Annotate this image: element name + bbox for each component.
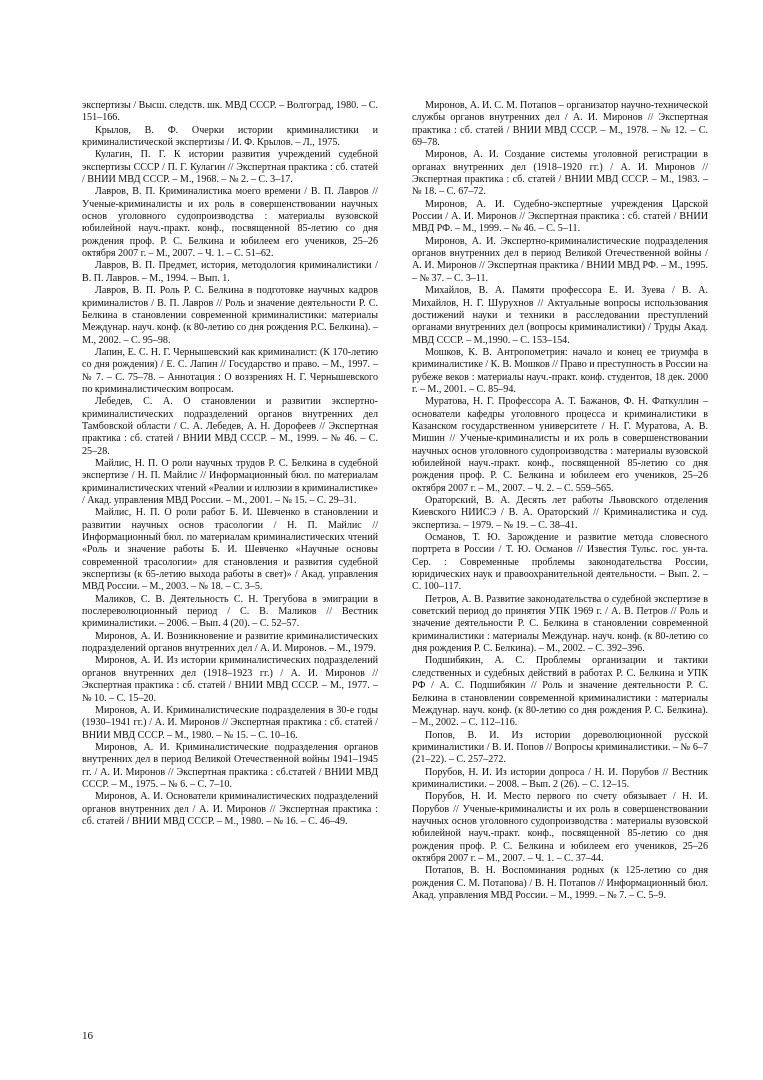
bibliography-entry: Ораторский, В. А. Десять лет работы Львовского отделения Киевского НИИСЭ / В. А. Ораторский // Криминалистика и суд. экспертиза. – 1979. – № 19. – С. 38–41. bbox=[412, 495, 708, 531]
bibliography-entry: Миронов, А. И. Создание системы уголовной регистрации в органах внутренних дел (1918–1920 гг.) / А. И. Миронов // Экспертная практика : сб. статей / ВНИИ МВД СССР. – М., 1983. – № 18. – С. 67–72. bbox=[412, 149, 708, 198]
bibliography-entry: Попов, В. И. Из истории дореволюционной русской криминалистики / В. И. Попов // Вопросы криминалистики. – № 6–7 (21–22). – С. 257–272. bbox=[412, 729, 708, 766]
bibliography-entry: Лапин, Е. С. Н. Г. Чернышевский как криминалист: (К 170-летию со дня рождения) / Е. С. Лапин // Государство и право. – М., 1997. – № 7. – С. 75–78. – Аннотация : О воззрениях Н. Г. Чернышевского по криминалистическим вопросам. bbox=[82, 346, 378, 395]
bibliography-entry: Петров, А. В. Развитие законодательства о судебной экспертизе в советский период до принятия УПК 1969 г. / А. В. Петров // Роль и значение деятельности Р. С. Белкина в становлении современной криминалистики : материалы Междунар. науч. конф. (к 80-летию со дня рождения Р. С. Белкина). – М., 2002. – С. 392–396. bbox=[412, 593, 708, 655]
two-column-body bbox=[82, 100, 707, 980]
bibliography-entry: Порубов, Н. И. Место первого по счету обязывает / Н. И. Порубов // Ученые-криминалисты и их роль в совершенствовании научных основ уголовного судопроизводства : материалы вузовской юбилейной науч.-практ. конф., посвященной 85-летию со дня рождения проф. Р. С. Белкина и юбилеем его учеников, 25–26 октября 2007 г. – М., 2007. – Ч. 1. – С. 37–44. bbox=[412, 791, 708, 864]
page-number: 16 bbox=[82, 1030, 93, 1042]
bibliography-entry: Миронов, А. И. Судебно-экспертные учреждения Царской России / А. И. Миронов // Экспертная практика : сб. статей / ВНИИ МВД РФ. – М., 1999. – № 46. – С. 5–11. bbox=[412, 198, 708, 235]
bibliography-entry: Маликов, С. В. Деятельность С. Н. Трегубова в эмиграции в послереволюционный период / С. В. Маликов // Вестник криминалистики. – 2006. – Вып. 4 (20). – С. 52–57. bbox=[82, 593, 378, 630]
bibliography-entry: Лавров, В. П. Предмет, история, методология криминалистики / В. П. Лавров. – М., 1994. – Вып. 1. bbox=[82, 260, 378, 284]
bibliography-entry: Лавров, В. П. Роль Р. С. Белкина в подготовке научных кадров криминалистов / В. П. Лавров // Роль и значение деятельности Р. С. Белкина в становлении современной криминалистики: материалы Междунар. науч. конф. (к 80-летию со дня рождения Р.С. Белкина). – М., 2002. – С. 95–98. bbox=[82, 285, 378, 346]
bibliography-entry: Муратова, Н. Г. Профессора А. Т. Бажанов, Ф. Н. Фаткуллин – основатели кафедры уголовного процесса и криминалистики в Казанском государственном университете / Н. Г. Муратова, А. В. Мишин // Ученые-криминалисты и их роль в совершенствовании научных основ уголовного судопроизводства : материалы вузовской юбилейной науч.-практ. конф., посвященной 85-летию со дня рождения проф. Р. С. Белкина и юбилеем его учеников, 25–26 октября 2007 г. – М., 2007. – Ч. 2. – С. 559–565. bbox=[412, 396, 708, 494]
bibliography-entry: Михайлов, В. А. Памяти профессора Е. И. Зуева / В. А. Михайлов, Н. Г. Шурухнов // Актуальные вопросы использования достижений науки и техники в расследовании преступлений органами внутренних дел (вопросы криминалистики) / Труды Акад. МВД СССР. – М.,1990. – С. 153–154. bbox=[412, 285, 708, 346]
bibliography-entry: Миронов, А. И. Возникновение и развитие криминалистических подразделений органов внутренних дел / А. И. Миронов. – М., 1979. bbox=[82, 630, 378, 655]
bibliography-entry: экспертизы / Высш. следств. шк. МВД СССР. – Волгоград, 1980. – С. 151–166. bbox=[82, 100, 378, 124]
bibliography-entry: Миронов, А. И. Экспертно-криминалистические подразделения органов внутренних дел в период Великой Отечественной войны / А. И. Миронов // Экспертная практика / ВНИИ МВД РФ. – М., 1995. – № 37. – С. 3–11. bbox=[412, 235, 708, 284]
bibliography-entry: Порубов, Н. И. Из истории допроса / Н. И. Порубов // Вестник криминалистики. – 2008. – Вып. 2 (26). – С. 12–15. bbox=[412, 766, 708, 790]
bibliography-entry: Миронов, А. И. Основатели криминалистических подразделений органов внутренних дел / А. И. Миронов // Экспертная практика : сб. статей / ВНИИ МВД СССР. – М., 1980. – № 16. – С. 46–49. bbox=[82, 791, 378, 827]
right-column bbox=[412, 100, 708, 980]
bibliography-entry: Майлис, Н. П. О роли работ Б. И. Шевченко в становлении и развитии научных основ трасологии / Н. П. Майлис // Информационный бюл. по материалам криминалистических чтений «Роль и значение работы Б. И. Шевченко «Научные основы современной трасологии» для становления и развития судебной экспертизы (к 65-летию выхода работы в свет)» / Акад. управления МВД России. – М., 2003. – № 18. – С. 3–5. bbox=[82, 507, 378, 593]
bibliography-entry: Османов, Т. Ю. Зарождение и развитие метода словесного портрета в России / Т. Ю. Османов // Известия Тульс. гос. ун-та. Сер. : Современные проблемы законодательства России, юридических наук и правоохранительной деятельности. – Вып. 2. – С. 100–117. bbox=[412, 532, 708, 593]
bibliography-entry: Кулагин, П. Г. К истории развития учреждений судебной экспертизы СССР / П. Г. Кулагин // Экспертная практика : сб. статей / ВНИИ МВД СССР. – М., 1968. – № 2. – С. 3–17. bbox=[82, 149, 378, 186]
bibliography-entry: Лавров, В. П. Криминалистика моего времени / В. П. Лавров // Ученые-криминалисты и их роль в совершенствовании научных основ уголовного судопроизводства : материалы вузовской юбилейной науч.-практ. конф., посвященной 85-летию со дня рождения проф. Р. С. Белкина и юбилеем его учеников, 25–26 октября 2007 г. – М., 2007. – Ч. 1. – С. 51–62. bbox=[82, 186, 378, 260]
bibliography-entry: Мошков, К. В. Антропометрия: начало и конец ее триумфа в криминалистике / К. В. Мошков // Право и преступность в России на рубеже веков : материалы науч.-практ. конф. студентов, 18 дек. 2000 г. – М., 2001. – С. 85–94. bbox=[412, 346, 708, 395]
bibliography-entry: Миронов, А. И. Криминалистические подразделения в 30-е годы (1930–1941 гг.) / А. И. Миронов // Экспертная практика : сб. статей / ВНИИ МВД СССР. – М., 1980. – № 15. – С. 10–16. bbox=[82, 704, 378, 741]
bibliography-entry: Миронов, А. И. Криминалистические подразделения органов внутренних дел в период Великой Отечественной войны 1941–1945 гг. / А. И. Миронов // Экспертная практика : сб.статей / ВНИИ МВД СССР. – М., 1975. – № 6. – С. 7–10. bbox=[82, 741, 378, 790]
bibliography-entry: Миронов, А. И. Из истории криминалистических подразделений органов внутренних дел (1918–1923 гг.) / А. И. Миронов // Экспертная практика : сб. статей / ВНИИ МВД СССР. – М., 1977. – № 10. – С. 15–20. bbox=[82, 655, 378, 704]
bibliography-entry: Подшибякин, А. С. Проблемы организации и тактики следственных и судебных действий в работах Р. С. Белкина и УПК РФ / А. С. Подшибякин // Роль и значение деятельности Р. С. Белкина в становлении современной криминалистики : материалы Междунар. науч. конф. (к 80-летию со дня рождения Р. С. Белкина). – М., 2002. – С. 112–116. bbox=[412, 655, 708, 729]
bibliography-entry: Крылов, В. Ф. Очерки истории криминалистики и криминалистической экспертизы / И. Ф. Крылов. – Л., 1975. bbox=[82, 124, 378, 149]
bibliography-entry: Лебедев, С. А. О становлении и развитии экспертно-криминалистических подразделений органов внутренних дел Тамбовской области / С. А. Лебедев, А. Н. Дорофеев // Экспертная практика : сб. статей / ВНИИ МВД СССР. – М., 1999. – № 46. – С. 25–28. bbox=[82, 396, 378, 457]
bibliography-entry: Майлис, Н. П. О роли научных трудов Р. С. Белкина в судебной экспертизе / Н. П. Майлис // Информационный бюл. по материалам криминалистических чтений «Реалии и иллюзии в криминалистике» / Акад. управления МВД России. – М., 2001. – № 15. – С. 29–31. bbox=[82, 457, 378, 506]
bibliography-entry: Миронов, А. И. С. М. Потапов – организатор научно-технической службы органов внутренних дел / А. И. Миронов // Экспертная практика : сб. статей / ВНИИ МВД СССР. – М., 1978. – № 12. – С. 69–78. bbox=[412, 100, 708, 149]
bibliography-entry: Потапов, В. Н. Воспоминания родных (к 125-летию со дня рождения С. М. Потапова) / В. Н. Потапов // Информационный бюл. Акад. управления МВД России. – М., 1999. – № 7. – С. 5–9. bbox=[412, 865, 708, 901]
left-column bbox=[82, 100, 378, 980]
